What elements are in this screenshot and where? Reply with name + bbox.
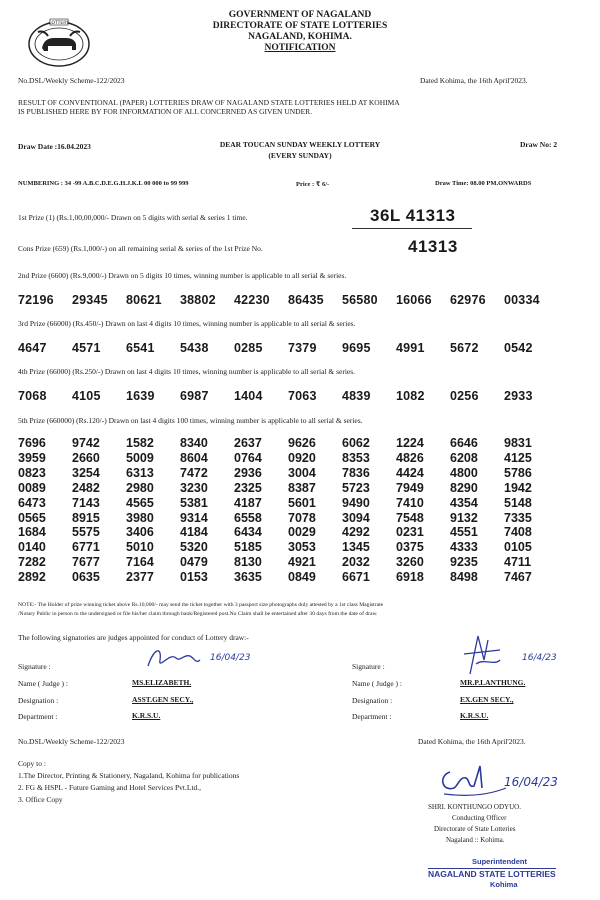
prize-number: 3004	[288, 465, 316, 480]
cons-prize-text: Cons Prize (659) (Rs.1,000/-) on all remaining serial & series of the 1st Prize No.	[18, 244, 263, 253]
prize-number: 8353	[342, 450, 370, 465]
prize-number: 4647	[18, 341, 47, 355]
prize-number: 9490	[342, 495, 370, 510]
lottery-subtitle: (EVERY SUNDAY)	[268, 151, 332, 160]
prize-number: 6671	[342, 570, 370, 585]
officer-place: Nagaland :: Kohima.	[446, 836, 505, 844]
signatories-line: The following signatories are judges appointed for conduct of Lottery draw:-	[18, 633, 249, 642]
draw-time: Draw Time: 08.00 PM.ONWARDS	[435, 180, 532, 187]
prize-number: 5320	[180, 540, 208, 555]
prize-number: 9314	[180, 510, 208, 525]
prize-number: 6771	[72, 540, 100, 555]
prize-number: 0029	[288, 525, 316, 540]
prize-number: 4991	[396, 341, 425, 355]
prize-number: 2660	[72, 450, 100, 465]
prize-number: 8290	[450, 480, 478, 495]
svg-text:16/4/23: 16/4/23	[522, 653, 557, 663]
prize-number: 0764	[234, 450, 262, 465]
prize-number: 4125	[504, 450, 532, 465]
judge1-department-label: Department :	[18, 712, 58, 721]
judge2-designation-label: Designation :	[352, 696, 393, 705]
prize-number: 4800	[450, 465, 478, 480]
prize-number: 7467	[504, 570, 532, 585]
copy-item: 2. FG & HSPL - Future Gaming and Hotel Services Pvt.Ltd.,	[18, 783, 202, 792]
prize-number: 4424	[396, 465, 424, 480]
prize-number: 9626	[288, 436, 316, 450]
judge2-name: MR.P.LANTHUNG.	[460, 678, 526, 687]
officer-office: Directorate of State Lotteries	[434, 825, 516, 833]
prize-number: 0565	[18, 510, 46, 525]
prize-number: 7078	[288, 510, 316, 525]
prize-number: 7696	[18, 436, 46, 450]
prize-number: 6062	[342, 436, 370, 450]
stamp-org: NAGALAND STATE LOTTERIES	[428, 869, 556, 879]
prize-number: 0635	[72, 570, 100, 585]
prize-number: 7063	[288, 389, 317, 403]
prize-number: 4184	[180, 525, 208, 540]
prize-number: 4565	[126, 495, 154, 510]
prize-number: 0140	[18, 540, 46, 555]
prize-number: 3959	[18, 450, 46, 465]
judge2-department-label: Department :	[352, 712, 392, 721]
prize-number: 00334	[504, 293, 540, 307]
prize-number: 4711	[504, 555, 532, 570]
prize-number: 7949	[396, 480, 424, 495]
prize-number: 5185	[234, 540, 262, 555]
prize-number: 2936	[234, 465, 262, 480]
prize-number: 1582	[126, 436, 154, 450]
prize-number: 0231	[396, 525, 424, 540]
prize-number: 86435	[288, 293, 324, 307]
prize-number: 62976	[450, 293, 486, 307]
prize-number: 0089	[18, 480, 46, 495]
prize-number: 2325	[234, 480, 262, 495]
location-title: NAGALAND, KOHIMA.	[248, 32, 352, 42]
prize-number: 4826	[396, 450, 424, 465]
prize-number: 5723	[342, 480, 370, 495]
ticket-price: Price : ₹ 6/-	[296, 181, 330, 188]
prize-number: 1224	[396, 436, 424, 450]
prize-number: 16066	[396, 293, 432, 307]
copy-to-label: Copy to :	[18, 759, 46, 768]
prize-number: 3053	[288, 540, 316, 555]
prize-number: 5009	[126, 450, 154, 465]
third-prize-numbers	[18, 341, 558, 355]
reference-number-2: No.DSL/Weekly Scheme-122/2023	[18, 737, 125, 746]
prize-number: 7548	[396, 510, 424, 525]
prize-number: 0823	[18, 465, 46, 480]
copy-item: 1.The Director, Printing & Stationery, Nagaland, Kohima for publications	[18, 771, 240, 780]
prize-number: 7068	[18, 389, 47, 403]
stamp-superintendent: Superintendent	[472, 857, 528, 866]
prize-number: 5148	[504, 495, 532, 510]
draw-date: Draw Date :16.04.2023	[18, 142, 91, 151]
prize-number: 0375	[396, 540, 424, 555]
note-line-1: NOTE:- The Holder of prize winning ticket above Rs.10,000/- may send the ticket together with 3 passport size photographs duly attested by a 1st class Magistrate	[18, 602, 384, 608]
prize-number: 8387	[288, 480, 316, 495]
prize-number: 2637	[234, 436, 262, 450]
prize-number: 2892	[18, 570, 46, 585]
prize-number: 5672	[450, 341, 479, 355]
first-prize-text: 1st Prize (1) (Rs.1,00,00,000/- Drawn on 5 digits with serial & series 1 time.	[18, 213, 248, 222]
prize-number: 2377	[126, 570, 154, 585]
prize-number: 29345	[72, 293, 108, 307]
prize-number: 3406	[126, 525, 154, 540]
svg-text:16/04/23: 16/04/23	[504, 775, 558, 789]
fourth-prize-numbers	[18, 389, 558, 403]
prize-number: 0920	[288, 450, 316, 465]
fifth-prize-grid	[18, 436, 558, 585]
prize-number: 6558	[234, 510, 262, 525]
judge2-name-label: Name ( Judge ) :	[352, 679, 402, 688]
prize-number: 0542	[504, 341, 533, 355]
prize-number: 1639	[126, 389, 155, 403]
judge2-department: K.R.S.U.	[460, 711, 489, 720]
note-line-2: /Notary Public in person to the undersigned or file his/her claim through bank/Registered post.No Claim shall be entertained after 30 days from the date of draw.	[18, 611, 378, 617]
judge1-name: MS.ELIZABETH.	[132, 678, 192, 687]
prize-number: 3635	[234, 570, 262, 585]
prize-number: 1082	[396, 389, 425, 403]
prize-number: 3230	[180, 480, 208, 495]
intro-line-1: RESULT OF CONVENTIONAL (PAPER) LOTTERIES DRAW OF NAGALAND STATE LOTTERIES HELD AT KOHIMA	[18, 98, 400, 107]
second-prize-text: 2nd Prize (6600) (Rs.9,000/-) Drawn on 5 digits 10 times, winning number is applicable to all serial & series.	[18, 271, 347, 280]
judge1-signature-image	[140, 640, 270, 679]
first-prize-underline	[352, 228, 472, 229]
prize-number: 7379	[288, 341, 317, 355]
prize-number: 4551	[450, 525, 478, 540]
prize-number: 4292	[342, 525, 370, 540]
prize-number: 2032	[342, 555, 370, 570]
second-prize-numbers	[18, 293, 558, 307]
prize-number: 5575	[72, 525, 100, 540]
prize-number: 6434	[234, 525, 262, 540]
prize-number: 4839	[342, 389, 371, 403]
judge1-name-label: Name ( Judge ) :	[18, 679, 68, 688]
prize-number: 3254	[72, 465, 100, 480]
officer-signature-image	[436, 758, 586, 807]
svg-text:16/04/23: 16/04/23	[210, 653, 251, 663]
prize-number: 6473	[18, 495, 46, 510]
svg-text:LOTTERY: LOTTERY	[49, 21, 69, 26]
dated-text-2: Dated Kohima, the 16th April'2023.	[418, 737, 526, 746]
prize-number: 7143	[72, 495, 100, 510]
prize-number: 7408	[504, 525, 532, 540]
notification-title: NOTIFICATION	[264, 43, 336, 53]
stamp-place: Kohima	[490, 880, 518, 889]
fifth-prize-text: 5th Prize (660000) (Rs.120/-) Drawn on last 4 digits 100 times, winning number is applicable to all serial & series.	[18, 416, 363, 425]
prize-number: 9235	[450, 555, 478, 570]
prize-number: 0849	[288, 570, 316, 585]
prize-number: 4333	[450, 540, 478, 555]
prize-number: 9742	[72, 436, 100, 450]
reference-number: No.DSL/Weekly Scheme-122/2023	[18, 76, 125, 85]
prize-number: 5438	[180, 341, 209, 355]
prize-number: 0153	[180, 570, 208, 585]
prize-number: 9695	[342, 341, 371, 355]
judge2-signature-image	[450, 630, 590, 683]
judge1-signature-label: Signature :	[18, 662, 51, 671]
officer-title: Conducting Officer	[452, 814, 507, 822]
judge1-designation-label: Designation :	[18, 696, 59, 705]
prize-number: 6987	[180, 389, 209, 403]
prize-number: 5010	[126, 540, 154, 555]
prize-number: 0105	[504, 540, 532, 555]
prize-number: 7282	[18, 555, 46, 570]
prize-number: 7677	[72, 555, 100, 570]
cons-prize-number: 41313	[408, 237, 458, 256]
prize-number: 1345	[342, 540, 370, 555]
prize-number: 5381	[180, 495, 208, 510]
prize-number: 6208	[450, 450, 478, 465]
prize-number: 80621	[126, 293, 162, 307]
prize-number: 6313	[126, 465, 154, 480]
prize-number: 8604	[180, 450, 208, 465]
prize-number: 6541	[126, 341, 155, 355]
prize-number: 7410	[396, 495, 424, 510]
prize-number: 7472	[180, 465, 208, 480]
third-prize-text: 3rd Prize (66000) (Rs.450/-) Drawn on last 4 digits 10 times, winning number is applicable to all serial & series.	[18, 319, 356, 328]
copy-item: 3. Office Copy	[18, 795, 63, 804]
prize-number: 0479	[180, 555, 208, 570]
prize-number: 0285	[234, 341, 263, 355]
judge1-department: K.R.S.U.	[132, 711, 161, 720]
prize-number: 56580	[342, 293, 378, 307]
prize-number: 9831	[504, 436, 532, 450]
prize-number: 3260	[396, 555, 424, 570]
prize-number: 1942	[504, 480, 532, 495]
prize-number: 4571	[72, 341, 101, 355]
prize-number: 38802	[180, 293, 216, 307]
gov-title: GOVERNMENT OF NAGALAND	[228, 10, 372, 20]
prize-number: 5601	[288, 495, 316, 510]
prize-number: 1684	[18, 525, 46, 540]
prize-number: 7836	[342, 465, 370, 480]
prize-number: 9132	[450, 510, 478, 525]
prize-number: 0256	[450, 389, 479, 403]
prize-number: 4921	[288, 555, 316, 570]
prize-number: 4187	[234, 495, 262, 510]
judge2-signature-label: Signature :	[352, 662, 385, 671]
prize-number: 3980	[126, 510, 154, 525]
prize-number: 7335	[504, 510, 532, 525]
intro-line-2: IS PUBLISHED HERE BY FOR INFORMATION OF ALL CONCERNED AS GIVEN UNDER.	[18, 107, 313, 116]
prize-number: 6918	[396, 570, 424, 585]
prize-number: 2980	[126, 480, 154, 495]
prize-number: 8915	[72, 510, 100, 525]
prize-number: 72196	[18, 293, 54, 307]
prize-number: 7164	[126, 555, 154, 570]
prize-number: 8130	[234, 555, 262, 570]
prize-number: 8340	[180, 436, 208, 450]
prize-number: 42230	[234, 293, 270, 307]
prize-number: 2933	[504, 389, 533, 403]
numbering-text: NUMBERING : 34 -99 A.B.C.D.E.G.H.J.K.L 00 000 to 99 999	[18, 180, 189, 187]
judge1-designation: ASST.GEN SECY.,	[132, 695, 194, 704]
lottery-name: DEAR TOUCAN SUNDAY WEEKLY LOTTERY	[219, 140, 381, 149]
prize-number: 4105	[72, 389, 101, 403]
prize-number: 1404	[234, 389, 263, 403]
draw-number: Draw No: 2	[520, 140, 558, 149]
prize-number: 6646	[450, 436, 478, 450]
prize-number: 3094	[342, 510, 370, 525]
prize-number: 5786	[504, 465, 532, 480]
directorate-title: DIRECTORATE OF STATE LOTTERIES	[212, 21, 388, 31]
prize-number: 4354	[450, 495, 478, 510]
first-prize-number: 36L 41313	[370, 206, 456, 225]
officer-name: SHRI. KONTHUNGO ODYUO.	[428, 803, 521, 811]
fourth-prize-text: 4th Prize (66000) (Rs.250/-) Drawn on last 4 digits 10 times, winning number is applicable to all serial & series.	[18, 367, 356, 376]
prize-number: 2482	[72, 480, 100, 495]
judge2-designation: EX.GEN SECY.,	[460, 695, 514, 704]
prize-number: 8498	[450, 570, 478, 585]
dated-text: Dated Kohima, the 16th April'2023.	[420, 76, 528, 85]
